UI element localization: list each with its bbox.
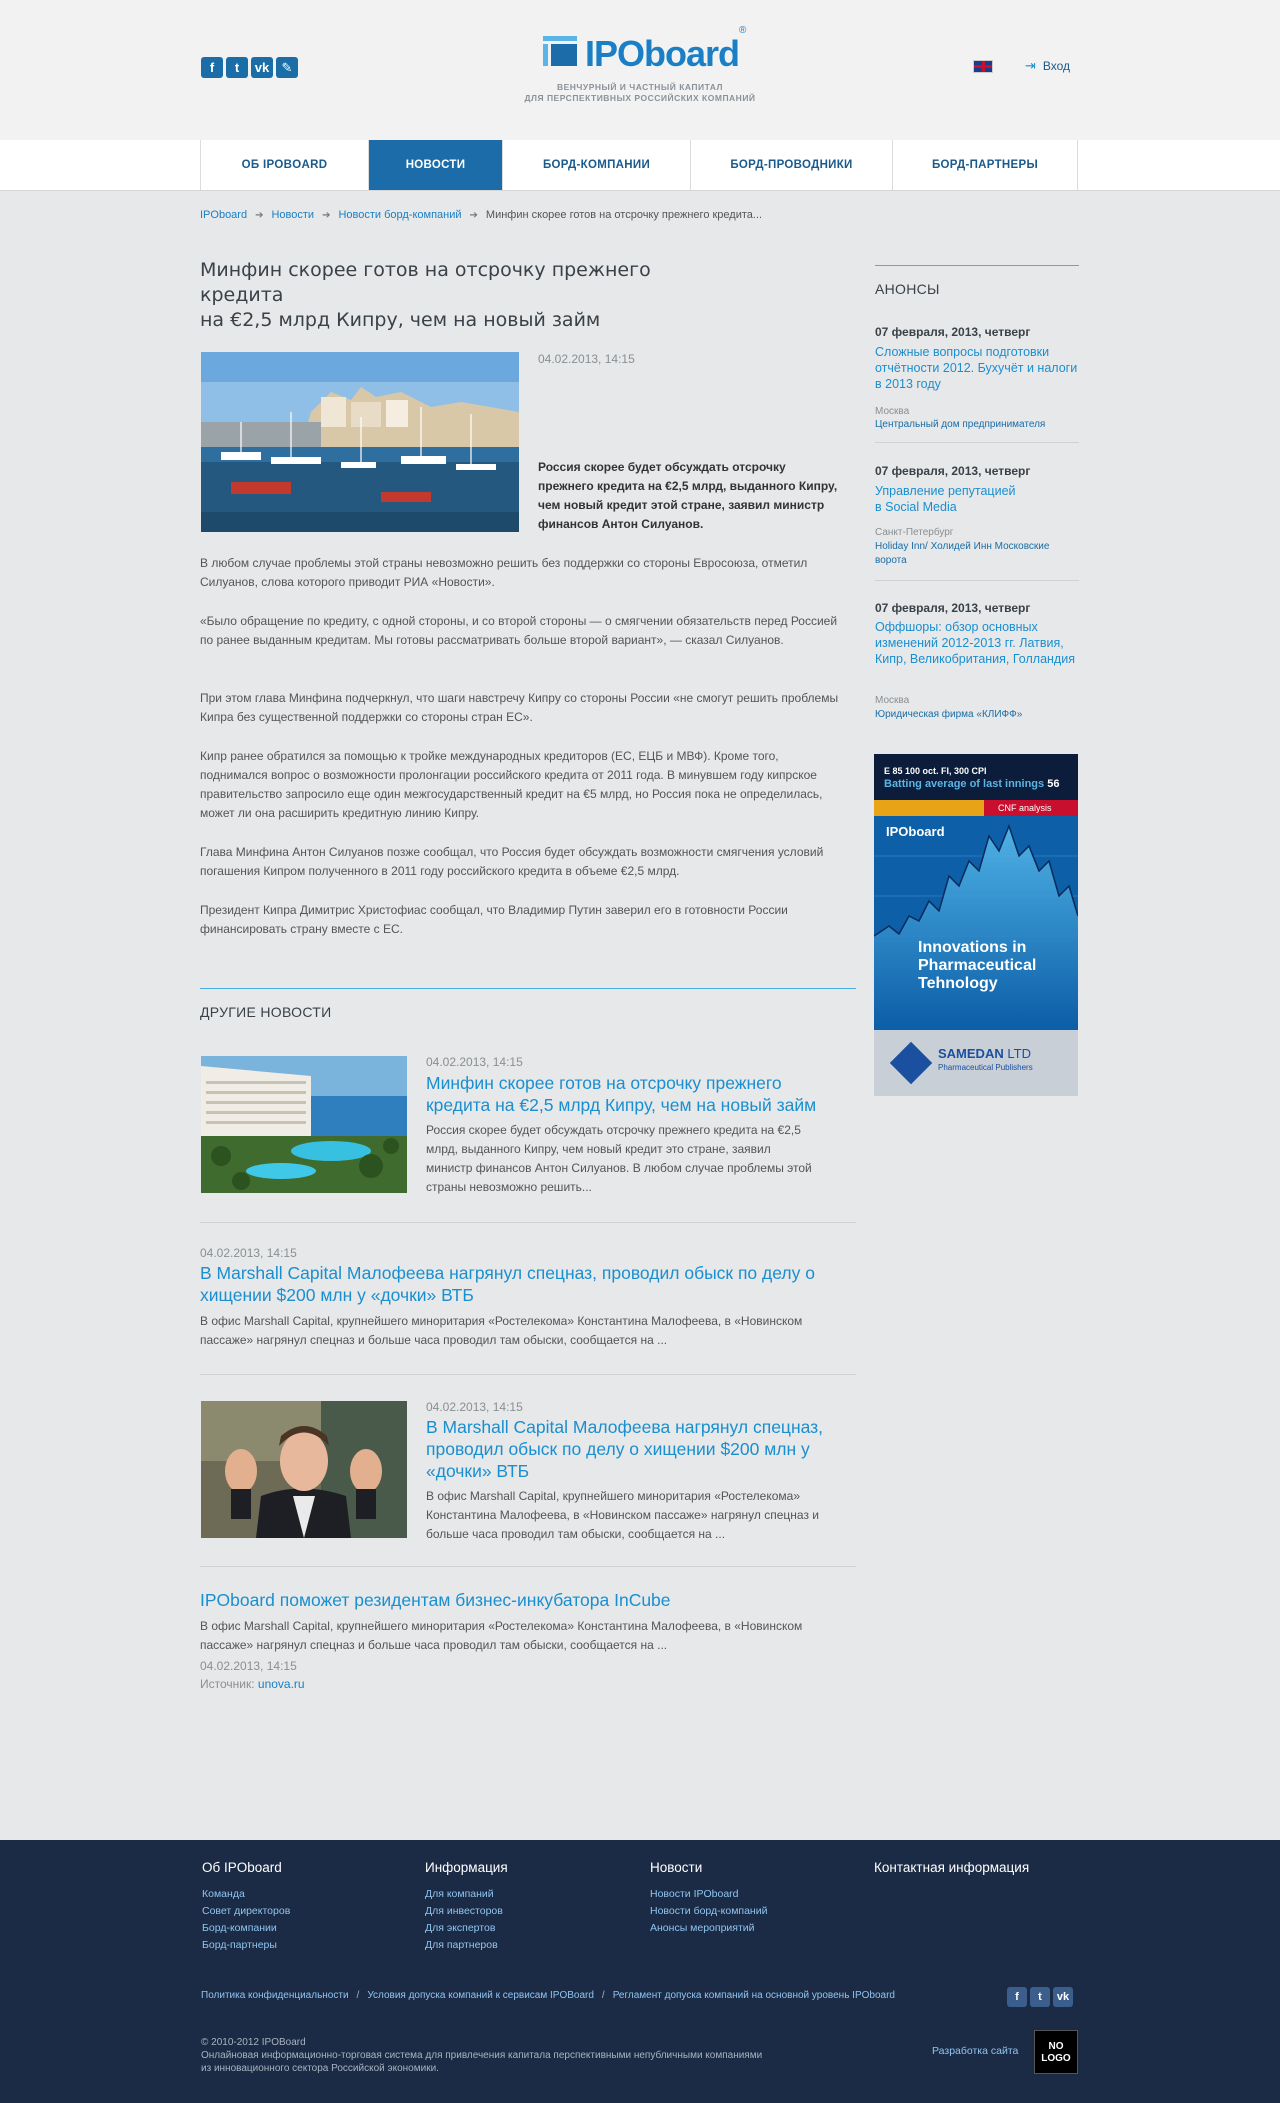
banner-logo-text: IPOboard: [886, 824, 945, 839]
nav-board-companies[interactable]: [502, 140, 690, 190]
breadcrumb-news[interactable]: Новости: [271, 209, 315, 221]
banner-brand-sub: Pharmaceutical Publishers: [938, 1063, 1033, 1072]
event-city: Москва: [875, 695, 910, 706]
footer-link[interactable]: Для экспертов: [425, 1922, 496, 1934]
news-date: 04.02.2013, 14:15: [200, 1246, 297, 1260]
article-paragraph: Президент Кипра Димитрис Христофиас сообщал, что Владимир Путин заверил его в готовности России финансировать страну вместе с ЕС.: [200, 903, 788, 936]
news-excerpt: В офис Marshall Capital, крупнейшего миноритария «Ростелекома» Константина Малофеева, в «Новинском пассаже» нагрянул спецназ и больше часа проводил там обыски, сообщается на ...: [426, 1489, 819, 1541]
footer-heading-about: Об IPOboard: [202, 1860, 282, 1875]
facebook-icon[interactable]: f: [1007, 1987, 1027, 2007]
footer-link[interactable]: Новости борд-компаний: [650, 1905, 768, 1917]
event-place-link[interactable]: Юридическая фирма «КЛИФФ»: [875, 709, 1023, 720]
footer-link[interactable]: Новости IPOboard: [650, 1888, 739, 1900]
divider: [200, 988, 856, 989]
news-excerpt: Россия скорее будет обсуждать отсрочку прежнего кредита на €2,5 млрд, выданного Кипру, чем новый кредит это стране, заявил министр финансов Антон Силуанов. В любом случае проблемы этой страны невозможно решить...: [426, 1123, 812, 1194]
event-place-link[interactable]: Центральный дом предпринимателя: [875, 419, 1046, 430]
banner-line-2-num: 56: [1047, 778, 1060, 790]
nav-news-label: НОВОСТИ: [405, 159, 466, 171]
banner-headline-2: Pharmaceutical: [918, 957, 1037, 974]
facebook-icon[interactable]: f: [201, 57, 223, 78]
twitter-icon[interactable]: t: [226, 57, 248, 78]
site-logo[interactable]: [543, 25, 746, 74]
article-paragraph: При этом глава Минфина подчеркнул, что шаги навстречу Кипру со стороны России «не смогут решить проблемы Кипра без существенной поддержки со стороны стран ЕС».: [200, 691, 839, 724]
site-header: [0, 0, 1280, 140]
blog-icon[interactable]: ✎: [276, 57, 298, 78]
nav-about-label: ОБ IPOBOARD: [241, 159, 328, 171]
news-title-link[interactable]: IPOboard поможет резидентам бизнес-инкубатора InCube: [200, 1590, 671, 1610]
banner-brand: SAMEDAN: [938, 1046, 1004, 1061]
event-title-link[interactable]: Управление репутацией в Social Media: [875, 484, 1016, 514]
breadcrumb-home[interactable]: IPOboard: [200, 209, 248, 221]
footer-description-line-2: из инновационного сектора Российской экономики.: [201, 2063, 439, 2074]
event-title-link[interactable]: Сложные вопросы подготовки отчётности 2012. Бухучёт и налоги в 2013 году: [875, 345, 1078, 391]
breadcrumb-board-news[interactable]: Новости борд-компаний: [338, 209, 462, 221]
footer-heading-contacts[interactable]: Контактная информация: [874, 1860, 1030, 1875]
banner-cnf-label: CNF analysis: [984, 800, 1078, 816]
footer-copyright: © 2010-2012 IPOBoard: [201, 2037, 306, 2048]
footer-link[interactable]: Для компаний: [425, 1888, 494, 1900]
twitter-icon[interactable]: t: [1030, 1987, 1050, 2007]
footer-heading-news: Новости: [650, 1860, 703, 1875]
breadcrumb-arrow-icon: ➔: [469, 209, 478, 221]
divider: [200, 1374, 856, 1375]
logo-text: IPOboard: [585, 33, 740, 74]
event-date: 07 февраля, 2013, четверг: [875, 325, 1031, 339]
divider: [200, 1222, 856, 1223]
breadcrumb-current: Минфин скорее готов на отсрочку прежнего кредита...: [485, 209, 763, 221]
article-paragraph: Кипр ранее обратился за помощью к тройке международных кредиторов (ЕС, ЕЦБ и МВФ). Кроме того, поднимался вопрос о возможности пролонгации российского кредита от 2011 года. В минувшем году кипрское правительство запросило еще один межгосударственный кредит на €5 млрд, но Россия пока не определилась, может ли она расширить кредитную линию Кипру.: [200, 749, 823, 820]
news-excerpt: В офис Marshall Capital, крупнейшего миноритария «Ростелекома» Константина Малофеева, в «Новинском пассаже» нагрянул спецназ и больше часа проводил там обыски, сообщается на ...: [200, 1314, 803, 1347]
footer-link[interactable]: Команда: [202, 1888, 245, 1900]
logo-registered: ®: [739, 25, 746, 36]
footer-legal-separator: /: [601, 1990, 605, 2001]
article-title: [200, 258, 720, 333]
news-title-link[interactable]: Минфин скорее готов на отсрочку прежнего кредита на €2,5 млрд Кипру, чем на новый займ: [426, 1073, 817, 1115]
article-paragraph: В любом случае проблемы этой страны невозможно решить без поддержки со стороны Евросоюза, отметил Силуанов, слова которого приводит РИА «Новости».: [200, 556, 808, 589]
other-news-heading: ДРУГИЕ НОВОСТИ: [200, 1004, 332, 1020]
banner-line-1: E 85 100 oct. FI, 300 CPI: [884, 766, 987, 776]
login-icon: ⇥: [1025, 58, 1036, 73]
article-title-line-1: Минфин скорее готов на отсрочку прежнего кредита: [200, 259, 651, 306]
tagline-line-1: ВЕНЧУРНЫЙ И ЧАСТНЫЙ КАПИТАЛ: [556, 82, 724, 92]
developer-logo[interactable]: NO LOGO: [1034, 2030, 1078, 2074]
footer-description-line-1: Онлайновая информационно-торговая система для привлечения капитала перспективными непубличными компаниями: [201, 2050, 763, 2061]
news-source: [200, 1677, 305, 1691]
article-title-line-2: на €2,5 млрд Кипру, чем на новый займ: [200, 309, 601, 331]
footer-link[interactable]: Для партнеров: [425, 1939, 498, 1951]
divider: [200, 1566, 856, 1567]
news-date: 04.02.2013, 14:15: [426, 1400, 523, 1414]
article-paragraph: Глава Минфина Антон Силуанов позже сообщал, что Россия будет обсуждать возможности смягчения условий погашения Кипром полученного в 2011 году российского кредита в объеме €2,5 млрд.: [200, 845, 824, 878]
news-date: 04.02.2013, 14:15: [426, 1055, 523, 1069]
tagline: [490, 82, 790, 104]
vk-icon[interactable]: vk: [1053, 1987, 1073, 2007]
news-thumb-hotel[interactable]: [201, 1056, 407, 1193]
footer-legal-link[interactable]: Условия допуска компаний к сервисам IPOBoard: [367, 1990, 594, 2001]
nav-board-partners-label: БОРД-ПАРТНЕРЫ: [931, 159, 1039, 171]
footer-social: [1007, 1987, 1073, 2007]
footer-legal-link[interactable]: Политика конфиденциальности: [201, 1990, 349, 2001]
banner-headline-3: Tehnology: [918, 975, 998, 992]
article-lead: Россия скорее будет обсуждать отсрочку прежнего кредита на €2,5 млрд, выданного Кипру, чем новый кредит этой стране, заявил министр финансов Антон Силуанов.: [538, 460, 838, 531]
social-links: [201, 57, 298, 78]
site-footer: [0, 1840, 1280, 2103]
login-label: Вход: [1042, 59, 1071, 73]
event-date: 07 февраля, 2013, четверг: [875, 464, 1031, 478]
banner-brand-2: LTD: [1007, 1046, 1031, 1061]
event-city: Москва: [875, 406, 910, 417]
nav-board-guides-label: БОРД-ПРОВОДНИКИ: [730, 159, 853, 171]
news-title-link[interactable]: В Marshall Capital Малофеева нагрянул спецназ, проводил обыск по делу о хищении $200 млн у «дочки» ВТБ: [200, 1263, 815, 1305]
sidebar-divider: [875, 265, 1079, 266]
article-photo: [201, 352, 519, 532]
banner-chart-graphic: [874, 816, 1078, 1026]
footer-link[interactable]: Для инвесторов: [425, 1905, 503, 1917]
vk-icon[interactable]: vk: [251, 57, 273, 78]
news-source-label: Источник:: [200, 1677, 255, 1691]
news-date: 04.02.2013, 14:15: [200, 1659, 297, 1673]
ad-banner[interactable]: [874, 754, 1078, 1096]
nav-board-guides[interactable]: [690, 140, 892, 190]
breadcrumb-arrow-icon: ➔: [322, 209, 331, 221]
footer-link[interactable]: Борд-компании: [202, 1922, 277, 1934]
news-thumb-portrait[interactable]: [201, 1401, 407, 1538]
nav-board-companies-label: БОРД-КОМПАНИИ: [542, 159, 651, 171]
event-place-link[interactable]: Holiday Inn/ Холидей Инн Московские ворота: [875, 541, 1050, 566]
footer-heading-info: Информация: [425, 1860, 508, 1875]
footer-legal-separator: /: [356, 1990, 360, 2001]
footer-link[interactable]: Анонсы мероприятий: [650, 1922, 755, 1934]
event-title-link[interactable]: Оффшоры: обзор основных изменений 2012-2013 гг. Латвия, Кипр, Великобритания, Голландия: [875, 620, 1075, 666]
event-city: Санкт-Петербург: [875, 527, 954, 538]
main-nav: [0, 140, 1280, 191]
footer-legal-links: [201, 1990, 895, 2001]
news-source-link[interactable]: unova.ru: [257, 1677, 305, 1691]
nav-board-partners[interactable]: [892, 140, 1078, 190]
banner-headline-1: Innovations in: [918, 939, 1027, 956]
login-link[interactable]: [1025, 58, 1070, 74]
nav-news[interactable]: [368, 140, 502, 190]
tagline-line-2: ДЛЯ ПЕРСПЕКТИВНЫХ РОССИЙСКИХ КОМПАНИЙ: [524, 93, 756, 103]
divider: [875, 442, 1079, 443]
footer-link[interactable]: Борд-партнеры: [202, 1939, 277, 1951]
logo-mark-icon: [543, 36, 583, 70]
news-excerpt: В офис Marshall Capital, крупнейшего миноритария «Ростелекома» Константина Малофеева, в «Новинском пассаже» нагрянул спецназ и больше часа проводил там обыски, сообщается на ...: [200, 1619, 803, 1652]
english-flag-icon[interactable]: [973, 60, 993, 73]
article-date: 04.02.2013, 14:15: [538, 352, 635, 366]
event-date: 07 февраля, 2013, четверг: [875, 601, 1031, 615]
divider: [875, 580, 1079, 581]
banner-line-2: Batting average of last innings: [884, 778, 1045, 790]
article-paragraph: «Было обращение по кредиту, с одной стороны, и со второй стороны — о смягчении обязательств перед Россией по ранее выданным кредитам. Мы готовы рассматривать больше второй вариант», — сказал Силуанов.: [200, 614, 838, 647]
breadcrumb: [200, 209, 762, 221]
footer-legal-link[interactable]: Регламент допуска компаний на основной уровень IPOboard: [612, 1990, 895, 2001]
developer-link[interactable]: Разработка сайта: [932, 2045, 1019, 2057]
nav-about[interactable]: [200, 140, 368, 190]
breadcrumb-arrow-icon: ➔: [255, 209, 264, 221]
footer-link[interactable]: Совет директоров: [202, 1905, 291, 1917]
announcements-heading: АНОНСЫ: [875, 281, 940, 297]
news-title-link[interactable]: В Marshall Capital Малофеева нагрянул спецназ, проводил обыск по делу о хищении $200 млн у «дочки» ВТБ: [426, 1417, 824, 1481]
